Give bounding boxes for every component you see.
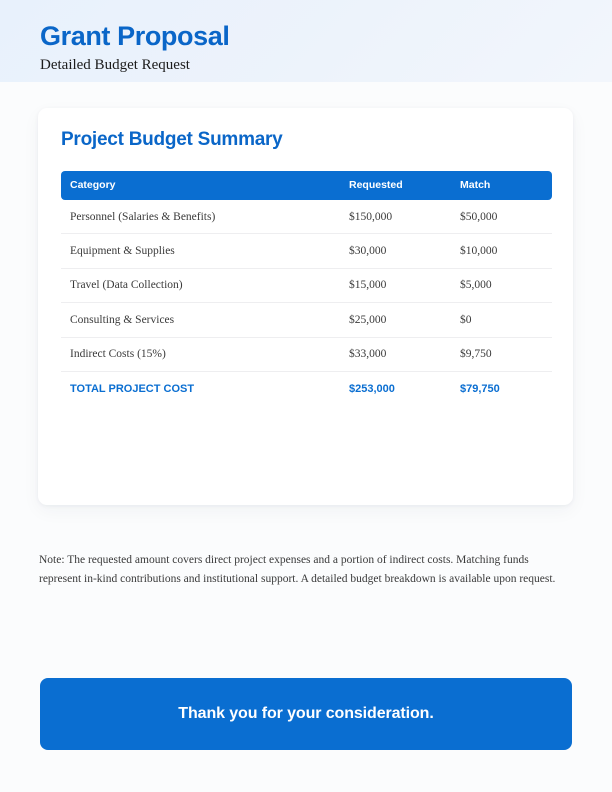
cell-match: $5,000 [451,268,552,302]
cell-total-match: $79,750 [460,382,500,395]
cell-requested: $33,000 [340,337,451,371]
cell-total-label: TOTAL PROJECT COST [70,382,195,395]
table-row [61,268,552,302]
budget-table-body [61,200,552,407]
cell-requested: $25,000 [340,303,451,337]
closing-banner [40,678,572,750]
column-header-category: Category [61,171,340,200]
table-row [61,234,552,268]
cell-match: $9,750 [451,337,552,371]
cell-requested: $15,000 [340,268,451,302]
cell-category: Indirect Costs (15%) [61,337,340,371]
column-header-match: Match [451,171,552,200]
table-row [61,337,552,371]
budget-table [61,171,552,406]
page-title: Grant Proposal [40,21,230,51]
budget-summary-card [38,108,573,505]
cell-requested: $30,000 [340,234,451,268]
budget-summary-title: Project Budget Summary [61,129,283,150]
cell-match: $10,000 [451,234,552,268]
document-header-band [0,0,612,82]
table-row [61,303,552,337]
budget-note: Note: The requested amount covers direct project expenses and a portion of indirect costs. Matching funds represent in-kind contributions and institutional support. A detailed budget breakdown is available upon request. [39,554,556,585]
column-header-requested: Requested [340,171,451,200]
budget-table-header [61,171,552,200]
cell-match: $0 [451,303,552,337]
table-header-row [61,171,552,200]
cell-category: Personnel (Salaries & Benefits) [61,200,340,234]
table-total-row [61,371,552,406]
table-row [61,200,552,234]
page-subtitle: Detailed Budget Request [40,57,190,73]
closing-banner-message: Thank you for your consideration. [178,705,434,722]
cell-match: $50,000 [451,200,552,234]
cell-category: Travel (Data Collection) [61,268,340,302]
cell-total-requested: $253,000 [349,382,395,395]
cell-category: Equipment & Supplies [61,234,340,268]
cell-category: Consulting & Services [61,303,340,337]
cell-requested: $150,000 [340,200,451,234]
